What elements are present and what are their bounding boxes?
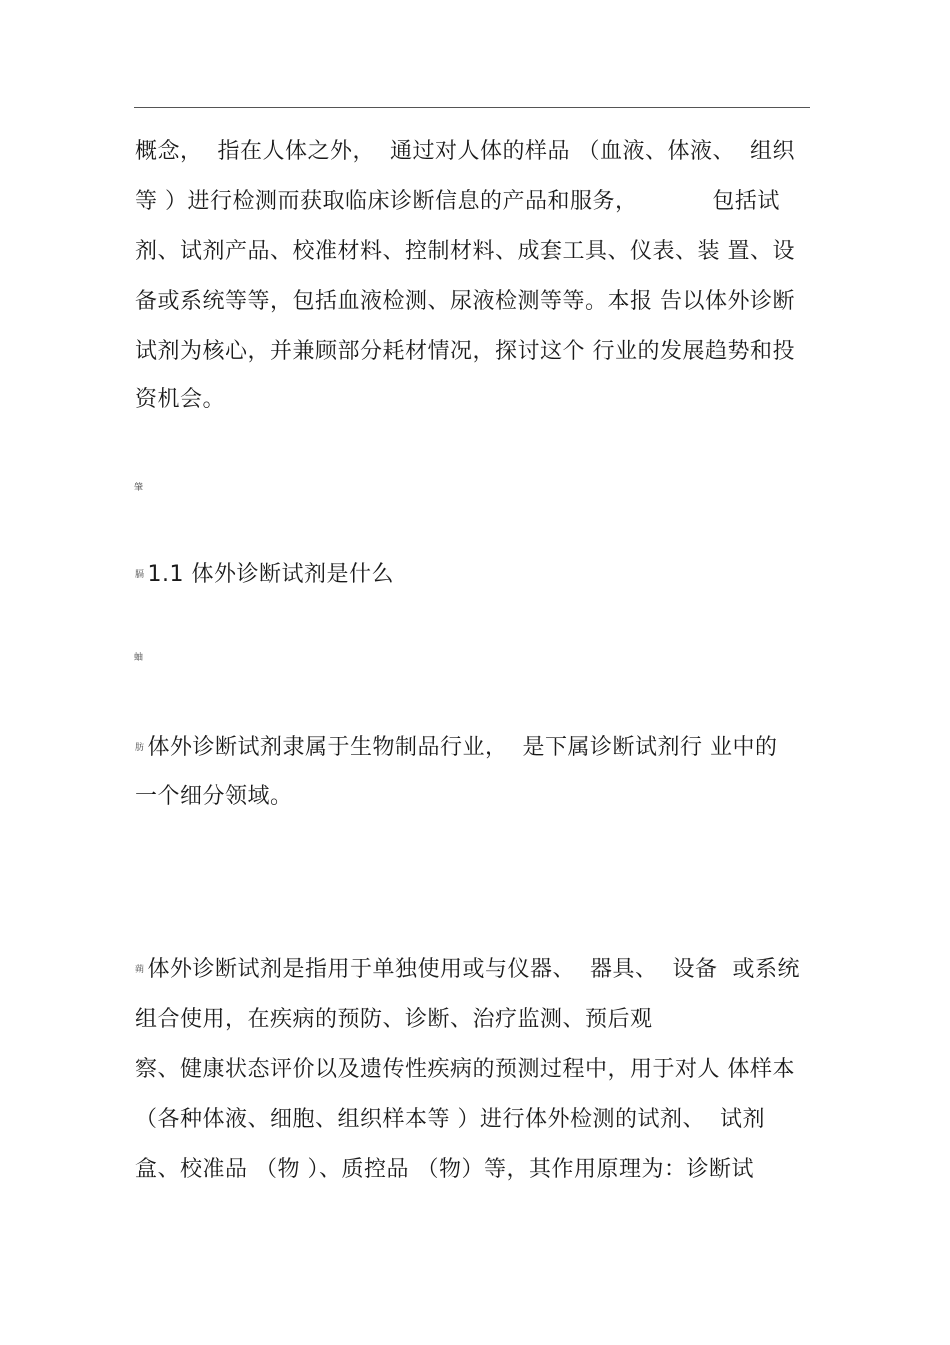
paragraph-3-line-1 <box>135 955 800 985</box>
paragraph-1-line-5: 试剂为核心，并兼顾部分耗材情况，探讨这个 行业的发展趋势和投 <box>135 339 795 364</box>
stray-marker-5: 蒴 <box>135 965 145 975</box>
header-rule <box>134 107 810 108</box>
paragraph-1-line-4: 备或系统等等，包括血液检测、尿液检测等等。本报 告以体外诊断 <box>135 289 795 314</box>
paragraph-3-line-2: 组合使用，在疾病的预防、诊断、治疗监测、预后观 <box>135 1007 653 1032</box>
paragraph-1-line-2: 等 ）进行检测而获取临床诊断信息的产品和服务， 包括试 <box>135 189 780 214</box>
section-heading <box>135 560 394 590</box>
stray-marker-1: 肇 <box>134 483 144 493</box>
paragraph-1-line-6: 资机会。 <box>135 387 226 412</box>
paragraph-2-line-1 <box>135 733 778 763</box>
paragraph-3-line-4: （各种体液、细胞、组织样本等 ）进行体外检测的试剂、 试剂 <box>135 1107 765 1132</box>
paragraph-2-line-1-text: 体外诊断试剂隶属于生物制品行业， 是下属诊断试剂行 业中的 <box>147 735 778 760</box>
stray-marker-4: 肪 <box>135 743 145 753</box>
section-heading-text: 1.1 体外诊断试剂是什么 <box>147 562 394 587</box>
paragraph-1-line-3: 剂、试剂产品、校准材料、控制材料、成套工具、仪表、装 置、设 <box>135 239 795 264</box>
paragraph-3-line-3: 察、健康状态评价以及遗传性疾病的预测过程中，用于对人 体样本 <box>135 1057 795 1082</box>
stray-marker-3: 蚰 <box>134 653 144 663</box>
paragraph-2-line-2: 一个细分领域。 <box>135 784 293 809</box>
stray-marker-2: 膈 <box>135 570 145 580</box>
paragraph-3-line-5: 盒、校准品 （物 ）、质控品 （物）等，其作用原理为：诊断试 <box>135 1157 754 1182</box>
paragraph-3-line-1-text: 体外诊断试剂是指用于单独使用或与仪器、 器具、 设备 或系统 <box>147 957 800 982</box>
paragraph-1-line-1: 概念， 指在人体之外， 通过对人体的样品 （血液、体液、 组织 <box>135 139 795 164</box>
